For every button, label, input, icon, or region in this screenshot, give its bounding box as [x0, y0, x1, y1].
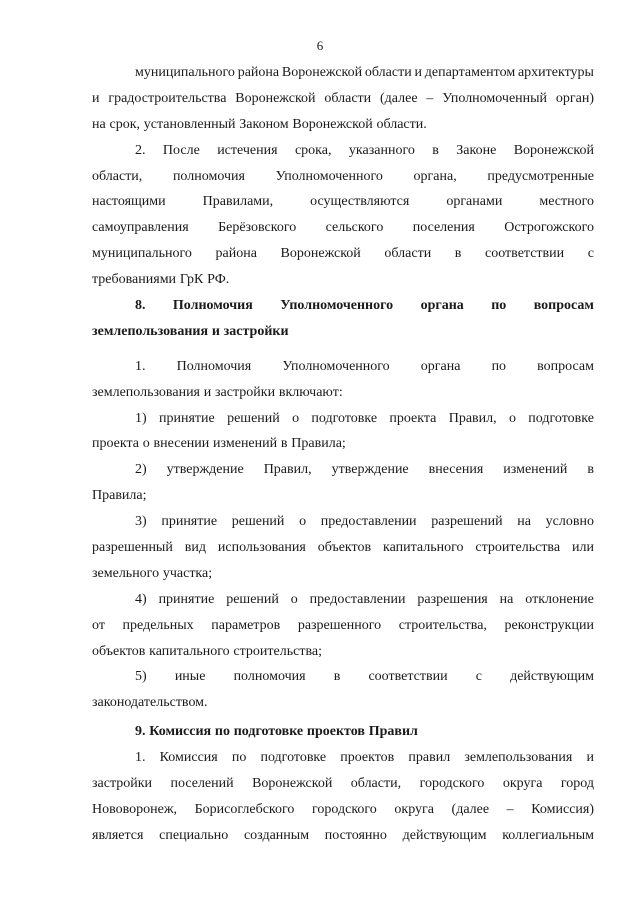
word: Законом	[239, 116, 289, 132]
word: о	[290, 591, 298, 607]
text-line	[92, 354, 594, 380]
text-line	[92, 138, 594, 164]
word: о	[292, 410, 300, 426]
word: Полномочия	[176, 358, 252, 374]
word: указанного	[348, 142, 415, 158]
word: 9.	[135, 724, 146, 740]
word: 1)	[135, 410, 147, 426]
word: проектов	[306, 724, 365, 740]
word: использования	[217, 540, 306, 556]
word: застройки	[223, 323, 289, 339]
word: Воронежской	[280, 246, 361, 262]
word: полномочия	[233, 669, 306, 685]
word: вопросам	[537, 358, 594, 374]
text-line	[92, 639, 594, 665]
word: застройки	[92, 776, 153, 792]
word: 8.	[135, 298, 146, 314]
word: в	[454, 246, 462, 262]
word: принятие	[159, 410, 215, 426]
text-line	[92, 483, 594, 509]
word: муниципального	[135, 65, 235, 80]
word: о	[142, 436, 150, 452]
word: Воронежской	[292, 116, 373, 132]
word: созданным	[243, 827, 310, 843]
text-line	[92, 431, 594, 457]
paragraph	[92, 509, 594, 587]
word: действующим	[510, 669, 594, 685]
word: Уполномоченного	[275, 168, 383, 184]
word: самоуправления	[92, 220, 189, 236]
word: предоставлении	[309, 591, 406, 607]
spacer	[92, 345, 594, 354]
word: ГрК	[179, 272, 204, 288]
word: принятие	[161, 514, 218, 530]
word: органа	[420, 298, 464, 314]
word: проекта	[92, 436, 139, 452]
word: сельского	[325, 220, 384, 236]
text-line	[92, 561, 594, 587]
word: внесении	[153, 436, 210, 452]
word: на	[499, 591, 514, 607]
word: реконструкции	[504, 617, 594, 633]
text-line	[92, 241, 594, 267]
word: орган)	[555, 90, 594, 106]
text-line	[92, 164, 594, 190]
word: землепользования	[92, 384, 200, 400]
word: области,	[92, 168, 143, 184]
word: землепользования	[464, 750, 573, 766]
word: строительства;	[233, 643, 322, 659]
word: (далее	[380, 90, 418, 106]
word: 4)	[135, 591, 147, 607]
word: Комиссия)	[531, 801, 594, 817]
word: объектов	[92, 643, 146, 659]
word: 3)	[135, 514, 147, 530]
word: изменений	[213, 436, 278, 452]
text-line	[92, 189, 594, 215]
paragraph	[92, 354, 594, 406]
paragraph	[92, 587, 594, 665]
word: области	[384, 246, 432, 262]
text-line	[92, 535, 594, 561]
word: на	[92, 116, 106, 132]
word: Правилами,	[202, 194, 274, 210]
text-line	[92, 457, 594, 483]
word: Правила;	[92, 488, 147, 504]
page-number: 6	[316, 38, 324, 53]
word: полномочия	[172, 168, 245, 184]
word: Комиссия	[159, 750, 218, 766]
section-heading	[92, 293, 594, 345]
word: Воронежской	[281, 65, 363, 80]
word: проектов	[340, 750, 395, 766]
paragraph	[92, 745, 594, 849]
word: внесения	[428, 462, 484, 478]
word: и	[92, 90, 100, 106]
word: осуществляются	[310, 194, 410, 210]
word: подготовке	[233, 724, 304, 740]
word: и	[414, 65, 422, 80]
text-line	[92, 745, 594, 771]
word: и	[586, 750, 594, 766]
paragraph	[92, 664, 594, 716]
word: по	[491, 358, 507, 374]
word: РФ.	[207, 272, 230, 288]
word: по	[214, 724, 230, 740]
word: срока,	[294, 142, 332, 158]
word: района	[237, 65, 280, 80]
word: разрешенного	[297, 617, 382, 633]
word: поселений	[170, 776, 234, 792]
word: местного	[539, 194, 594, 210]
word: округа	[394, 801, 434, 817]
text-line	[92, 797, 594, 823]
word: Правила;	[291, 436, 346, 452]
word: –	[506, 801, 514, 817]
text-line	[92, 771, 594, 797]
word: застройки	[215, 384, 276, 400]
word: Полномочия	[172, 298, 253, 314]
word: городского	[419, 776, 485, 792]
word: установленный	[143, 116, 236, 132]
word: решений	[227, 410, 280, 426]
word: по	[231, 750, 247, 766]
word: Воронежской	[513, 142, 594, 158]
word: области	[364, 65, 412, 80]
word: участка;	[162, 565, 213, 581]
word: утверждение	[166, 462, 244, 478]
text-line	[92, 690, 594, 716]
word: от	[92, 617, 105, 633]
word: решений	[226, 591, 279, 607]
paragraph	[92, 60, 594, 138]
word: специально	[159, 827, 229, 843]
word: 1.	[135, 750, 146, 766]
word: действующим	[402, 827, 487, 843]
word: района	[215, 246, 257, 262]
word: –	[426, 90, 434, 106]
word: органа	[420, 358, 461, 374]
word: Законе	[456, 142, 497, 158]
paragraph	[92, 406, 594, 458]
word: о	[299, 514, 307, 530]
text-line	[92, 406, 594, 432]
word: утверждение	[331, 462, 409, 478]
word: Уполномоченного	[282, 358, 390, 374]
word: о	[508, 410, 516, 426]
word: законодательством.	[92, 695, 208, 711]
word: подготовке	[311, 410, 378, 426]
word: строительства,	[398, 617, 487, 633]
word: Уполномоченного	[280, 298, 394, 314]
word: является	[92, 827, 144, 843]
word: капитального	[149, 643, 230, 659]
word: и	[211, 323, 220, 339]
word: 5)	[135, 669, 147, 685]
section-heading	[92, 719, 594, 745]
word: на	[517, 514, 532, 530]
word: 2)	[135, 462, 147, 478]
word: области	[324, 90, 372, 106]
word: вопросам	[533, 298, 594, 314]
text-line	[92, 509, 594, 535]
word: Воронежской	[235, 90, 316, 106]
word: разрешений	[431, 514, 503, 530]
text-line	[92, 215, 594, 241]
word: разрешения	[417, 591, 488, 607]
word: подготовке	[528, 410, 594, 426]
word: департаментом	[424, 65, 516, 80]
word: параметров	[211, 617, 281, 633]
word: в	[280, 436, 288, 452]
paragraph	[92, 457, 594, 509]
word: градостроительства	[108, 90, 227, 106]
word: отклонение	[525, 591, 594, 607]
word: в	[587, 462, 594, 478]
word: город	[560, 776, 594, 792]
word: коллегиальным	[502, 827, 594, 843]
word: 1.	[135, 358, 146, 374]
word: После	[162, 142, 200, 158]
word: архитектуры	[517, 65, 594, 80]
word: области,	[350, 776, 402, 792]
word: и	[203, 384, 212, 400]
word: правил	[408, 750, 451, 766]
document-body	[92, 60, 594, 849]
word: предельных	[122, 617, 194, 633]
word: Воронежской	[252, 776, 333, 792]
word: соответствии	[485, 246, 565, 262]
word: соответствии	[368, 669, 448, 685]
word: подготовке	[260, 750, 327, 766]
text-line	[92, 587, 594, 613]
text-line	[92, 380, 594, 406]
text-line	[92, 319, 594, 345]
word: строительства	[475, 540, 561, 556]
word: иные	[174, 669, 206, 685]
word: округа	[502, 776, 543, 792]
word: капитального	[383, 540, 464, 556]
text-line	[92, 112, 594, 138]
word: Борисоглебского	[194, 801, 295, 817]
word: проекта	[389, 410, 437, 426]
word: Правил,	[448, 410, 497, 426]
word: с	[587, 246, 594, 262]
word: разрешенный	[92, 540, 173, 556]
word: настоящими	[92, 194, 166, 210]
word: органами	[446, 194, 503, 210]
word: (далее	[451, 801, 490, 817]
word: включают:	[278, 384, 343, 400]
word: с	[475, 669, 482, 685]
text-line	[92, 267, 594, 293]
text-line	[92, 823, 594, 849]
text-line	[92, 60, 594, 86]
word: Уполномоченный	[442, 90, 548, 106]
word: Комиссия	[149, 724, 212, 740]
word: истечения	[217, 142, 278, 158]
word: в	[432, 142, 439, 158]
word: принятие	[158, 591, 215, 607]
word: Правил,	[263, 462, 312, 478]
word: объектов	[317, 540, 372, 556]
text-line	[92, 613, 594, 639]
word: требованиями	[92, 272, 177, 288]
word: по	[491, 298, 507, 314]
word: городского	[312, 801, 377, 817]
word: вид	[184, 540, 206, 556]
word: органа,	[413, 168, 457, 184]
word: изменений	[503, 462, 568, 478]
word: или	[571, 540, 594, 556]
word: в	[333, 669, 341, 685]
word: решений	[231, 514, 285, 530]
text-line	[92, 719, 594, 745]
word: муниципального	[92, 246, 192, 262]
text-line	[92, 664, 594, 690]
word: постоянно	[324, 827, 387, 843]
word: условно	[545, 514, 594, 530]
word: предоставлении	[320, 514, 417, 530]
word: землепользования	[92, 323, 209, 339]
paragraph	[92, 138, 594, 293]
text-line	[92, 293, 594, 319]
word: поселения	[412, 220, 475, 236]
word: предусмотренные	[487, 168, 594, 184]
text-line	[92, 86, 594, 112]
word: Нововоронеж,	[92, 801, 178, 817]
word: области.	[376, 116, 427, 132]
word: земельного	[92, 565, 160, 581]
word: 2.	[135, 142, 146, 158]
word: Острогожского	[504, 220, 594, 236]
word: срок,	[109, 116, 140, 132]
word: Берёзовского	[218, 220, 297, 236]
word: Правил	[368, 724, 418, 740]
